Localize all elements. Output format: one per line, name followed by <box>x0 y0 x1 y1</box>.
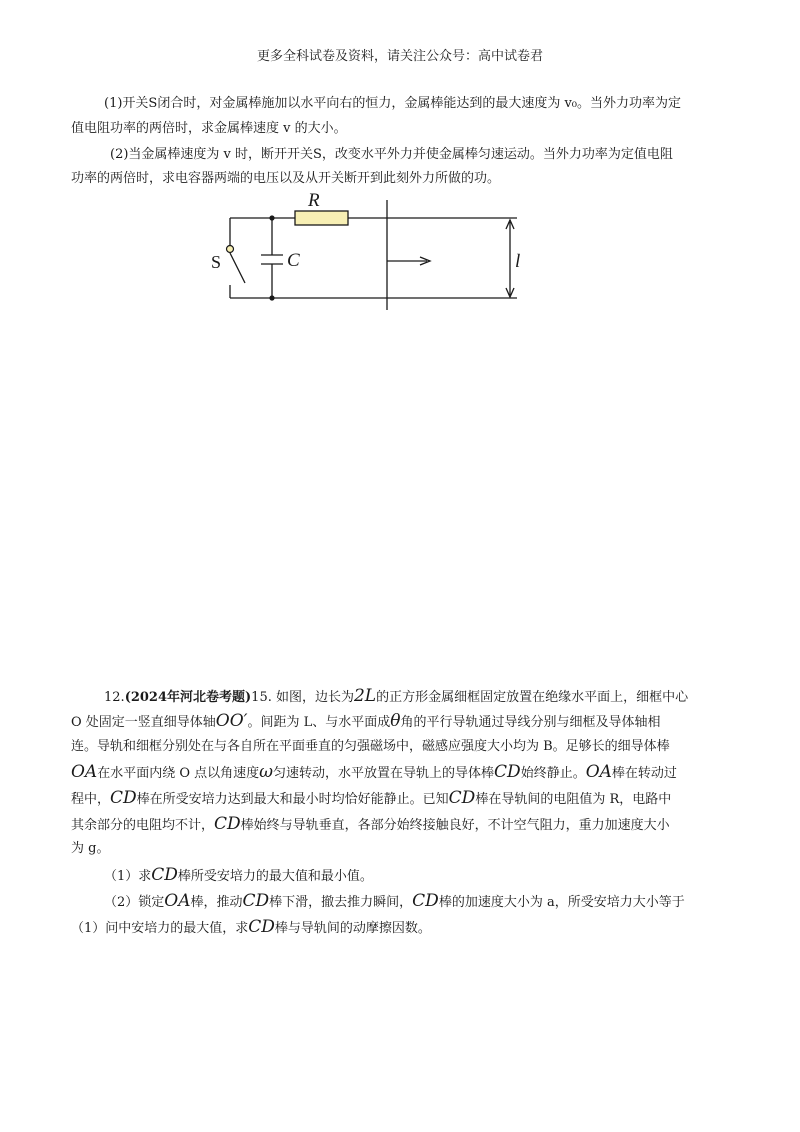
text-span: 匀速转动，水平放置在导轨上的导体棒 <box>273 766 495 781</box>
resistor-symbol <box>295 211 348 225</box>
text-span: O 处固定一竖直细导体轴 <box>71 715 216 730</box>
text-span: 棒与导轨间的动摩擦因数。 <box>274 921 431 936</box>
circuit-diagram <box>195 185 535 310</box>
q12-line3: 连。导轨和细框分别处在与各自所在平面垂直的匀强磁场中，磁感应强度大小均为 B。足够长的细导体棒 <box>71 739 670 754</box>
q11-part1-line1: (1)开关S闭合时，对金属棒施加以水平向右的恒力，金属棒能达到的最大速度为 v₀。当外力功率为定 <box>104 96 682 111</box>
q11-part1-line2: 值电阻功率的两倍时，求金属棒速度 v 的大小。 <box>71 121 347 136</box>
text-span: 的正方形金属细框固定放置在绝缘水平面上，细框中心 <box>376 690 689 705</box>
math-span: CD <box>214 814 241 834</box>
q12-line7: 为 g。 <box>71 841 110 856</box>
label-S: S <box>211 252 222 272</box>
label-l: l <box>515 251 521 272</box>
text-span: 棒，推动 <box>190 895 243 910</box>
math-span: CD <box>248 917 275 937</box>
text-span: 15. 如图，边长为 <box>251 690 354 705</box>
junction-dot <box>269 295 274 300</box>
question-source: (2024年河北卷考题) <box>124 690 252 705</box>
question-number: 12. <box>104 690 125 705</box>
text-span: 棒的加速度大小为 a，所受安培力大小等于 <box>438 895 685 910</box>
math-span: CD <box>494 762 521 782</box>
text-span: （1）求 <box>104 869 152 884</box>
switch-contact <box>227 246 234 253</box>
math-span: CD <box>448 788 476 808</box>
label-R: R <box>308 190 320 211</box>
text-span: 棒在所受安培力达到最大和最小时均恰好能静止。已知 <box>136 792 449 807</box>
text-span: （1）问中安培力的最大值，求 <box>71 921 249 936</box>
q12-line5 <box>71 789 671 809</box>
text-span: 程中， <box>71 792 111 807</box>
q12-line1 <box>104 687 688 707</box>
math-span: CD <box>151 865 178 885</box>
math-span: OA <box>164 891 191 911</box>
text-span: 棒下滑，撤去推力瞬间， <box>269 895 413 910</box>
math-span: θ <box>390 711 401 731</box>
math-span: CD <box>242 891 270 911</box>
q12-sub2-line2 <box>71 918 431 938</box>
page-header: 更多全科试卷及资料，请关注公众号：高中试卷君 <box>256 49 543 64</box>
math-span: CD <box>412 891 439 911</box>
math-span: CD <box>110 788 137 808</box>
q11-part2-line1: (2)当金属棒速度为 v 时，断开开关S，改变水平外力并使金属棒匀速运动。当外力功率为定值电阻 <box>110 147 673 162</box>
text-span: （2）锁定 <box>104 895 165 910</box>
q11-part2-line2: 功率的两倍时，求电容器两端的电压以及从开关断开到此刻外力所做的功。 <box>71 171 501 186</box>
text-span: 始终静止。 <box>520 766 586 781</box>
text-span: 棒所受安培力的最大值和最小值。 <box>177 869 373 884</box>
label-C: C <box>287 250 300 271</box>
text-span: 棒始终与导轨垂直，各部分始终接触良好，不计空气阻力，重力加速度大小 <box>240 818 670 833</box>
math-span: OA <box>71 762 98 782</box>
q12-sub1 <box>104 866 373 886</box>
text-span: 。间距为 L、与水平面成 <box>247 715 391 730</box>
text-span: 棒在导轨间的电阻值为 R，电路中 <box>475 792 672 807</box>
q12-line2 <box>71 712 661 732</box>
math-span: ω <box>259 762 274 782</box>
q12-sub2-line1 <box>104 892 685 912</box>
q12-line4 <box>71 763 677 783</box>
math-span: 2L <box>353 686 377 706</box>
math-span: OO′ <box>215 711 248 731</box>
junction-dot <box>269 215 274 220</box>
math-span: OA <box>585 762 612 782</box>
text-span: 在水平面内绕 O 点以角速度 <box>97 766 260 781</box>
text-span: 角的平行导轨通过导线分别与细框及导体轴相 <box>400 715 661 730</box>
q12-line6 <box>71 815 670 835</box>
text-span: 其余部分的电阻均不计， <box>71 818 215 833</box>
text-span: 棒在转动过 <box>611 766 677 781</box>
